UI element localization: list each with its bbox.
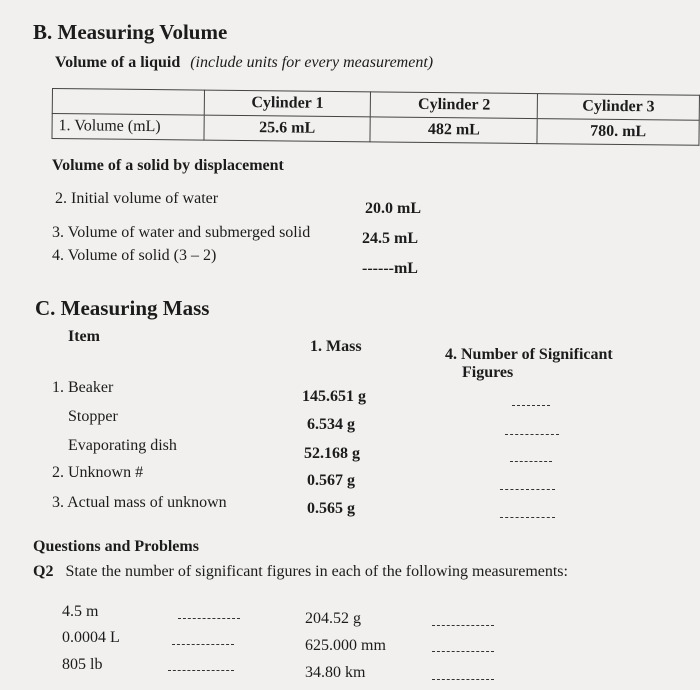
mass-header: 1. Mass [310, 338, 362, 355]
initial-volume-value: 20.0 mL [365, 200, 421, 217]
volume-table-header-cyl1: Cylinder 1 [204, 90, 371, 117]
liquid-volume-note: (include units for every measurement) [190, 54, 434, 71]
volume-table-header-cyl2: Cylinder 2 [371, 92, 538, 119]
q2-label: Q2 [33, 563, 54, 580]
answer-blank [172, 644, 234, 645]
mass-row-value: 6.534 g [307, 416, 355, 433]
volume-table-header-empty [52, 89, 204, 116]
submerged-volume-label: 3. Volume of water and submerged solid [52, 224, 311, 241]
volume-table [51, 88, 699, 146]
section-c-title: C. Measuring Mass [35, 296, 210, 320]
answer-blank [432, 679, 494, 680]
measurement-item: 625.000 mm [305, 637, 386, 654]
solid-volume-label: 4. Volume of solid (3 – 2) [52, 247, 217, 264]
measurement-item: 4.5 m [62, 603, 99, 620]
sigfig-blank [505, 434, 559, 435]
answer-blank [432, 625, 494, 626]
mass-row-value: 0.565 g [307, 500, 355, 517]
measurement-item: 0.0004 L [62, 629, 120, 646]
volume-table-row [52, 114, 699, 146]
liquid-volume-heading-text: Volume of a liquid [55, 54, 181, 71]
answer-blank [168, 670, 234, 671]
sigfig-blank [512, 405, 550, 406]
mass-row-value: 145.651 g [302, 388, 366, 405]
mass-row-value: 0.567 g [307, 472, 355, 489]
mass-row-label: 3. Actual mass of unknown [52, 494, 227, 511]
solid-volume-heading: Volume of a solid by displacement [52, 157, 284, 174]
q2-text: State the number of significant figures in each of the following measurements: [65, 563, 568, 580]
measurement-item: 34.80 km [305, 664, 366, 681]
mass-row-label: Evaporating dish [68, 437, 177, 454]
initial-volume-label: 2. Initial volume of water [55, 190, 219, 207]
q2-line [33, 563, 568, 581]
sigfig-header-line2: Figures [462, 364, 514, 381]
mass-row-value: 52.168 g [304, 445, 360, 462]
item-header: Item [68, 328, 100, 345]
cyl3-volume-value: 780. mL [537, 119, 699, 146]
measurement-item: 805 lb [62, 656, 103, 673]
volume-row-label: 1. Volume (mL) [52, 114, 204, 141]
solid-volume-value: ------mL [362, 260, 418, 277]
cyl1-volume-value: 25.6 mL [204, 115, 371, 142]
measurement-item: 204.52 g [305, 610, 361, 627]
mass-row-label: 2. Unknown # [52, 464, 144, 481]
mass-row-label: Stopper [68, 408, 118, 425]
mass-row-label: 1. Beaker [52, 379, 114, 396]
sigfig-blank [500, 489, 555, 490]
section-b-title: B. Measuring Volume [33, 20, 228, 44]
submerged-volume-value: 24.5 mL [362, 230, 418, 247]
sigfig-header-line1: 4. Number of Significant [445, 346, 613, 363]
answer-blank [432, 651, 494, 652]
cyl2-volume-value: 482 mL [370, 117, 537, 144]
sigfig-blank [500, 517, 555, 518]
answer-blank [178, 618, 240, 619]
liquid-volume-heading [55, 54, 433, 72]
sigfig-blank [510, 461, 552, 462]
volume-table-header-cyl3: Cylinder 3 [537, 94, 699, 121]
questions-title: Questions and Problems [33, 538, 199, 555]
